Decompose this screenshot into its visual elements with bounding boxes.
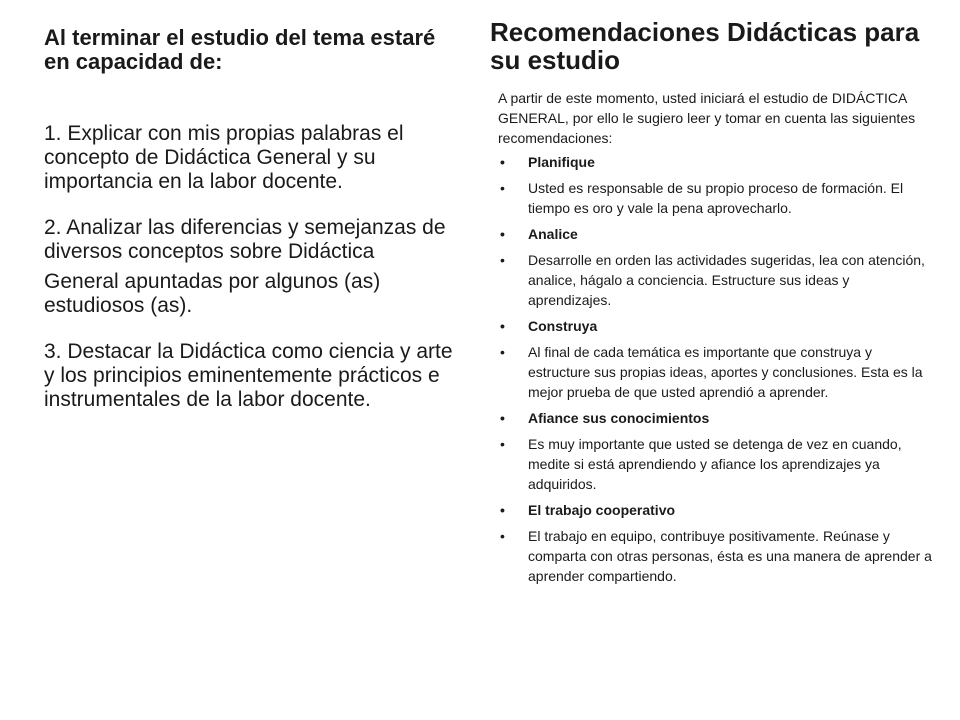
bullet-icon: • bbox=[500, 154, 505, 170]
list-item-text: Es muy importante que usted se detenga de vez en cuando, medite si está aprendiendo y afiance los aprendizajes ya adquiridos. bbox=[528, 436, 902, 492]
list-item bbox=[490, 250, 936, 310]
list-item-text: Construya bbox=[528, 318, 598, 334]
bullet-icon: • bbox=[500, 180, 505, 196]
objectives-column bbox=[44, 26, 464, 434]
list-item bbox=[490, 526, 936, 586]
objective-2-continuation: General apuntadas por algunos (as) estudiosos (as). bbox=[44, 270, 381, 317]
list-item-text: El trabajo cooperativo bbox=[528, 502, 676, 518]
recommendations-list bbox=[490, 152, 936, 586]
list-item-text: Planifique bbox=[528, 154, 595, 170]
list-item bbox=[490, 178, 936, 218]
bullet-icon: • bbox=[500, 226, 505, 242]
list-item-text: El trabajo en equipo, contribuye positivamente. Reúnase y comparta con otras personas, ésta es una manera de aprender a aprender compartiendo. bbox=[528, 528, 932, 584]
list-item-text: Al final de cada temática es importante que construya y estructure sus propias ideas, aportes y conclusiones. Esta es la mejor prueba de que usted aprendió a aprender. bbox=[528, 344, 923, 400]
list-item bbox=[490, 434, 936, 494]
recommendations-intro: A partir de este momento, usted iniciará el estudio de DIDÁCTICA GENERAL, por ello le sugiero leer y tomar en cuenta las siguientes recomendaciones: bbox=[498, 90, 916, 146]
list-item bbox=[490, 408, 936, 428]
bullet-icon: • bbox=[500, 528, 505, 544]
recommendations-column bbox=[490, 18, 936, 592]
list-item-text: Desarrolle en orden las actividades sugeridas, lea con atención, analice, hágalo a conciencia. Estructure sus ideas y aprendizajes. bbox=[528, 252, 925, 308]
objective-1: 1. Explicar con mis propias palabras el concepto de Didáctica General y su importancia en la labor docente. bbox=[44, 122, 404, 193]
list-item bbox=[490, 500, 936, 520]
objective-2: 2. Analizar las diferencias y semejanzas de diversos conceptos sobre Didáctica bbox=[44, 216, 446, 263]
recommendations-heading: Recomendaciones Didácticas para su estudio bbox=[490, 17, 920, 75]
list-item-text: Analice bbox=[528, 226, 578, 242]
list-item bbox=[490, 224, 936, 244]
list-item bbox=[490, 342, 936, 402]
bullet-icon: • bbox=[500, 502, 505, 518]
objective-3: 3. Destacar la Didáctica como ciencia y arte y los principios eminentemente prácticos e instrumentales de la labor docente. bbox=[44, 340, 453, 411]
bullet-icon: • bbox=[500, 410, 505, 426]
bullet-icon: • bbox=[500, 436, 505, 452]
list-item bbox=[490, 316, 936, 336]
bullet-icon: • bbox=[500, 344, 505, 360]
list-item bbox=[490, 152, 936, 172]
objectives-heading: Al terminar el estudio del tema estaré en capacidad de: bbox=[44, 25, 436, 74]
bullet-icon: • bbox=[500, 318, 505, 334]
bullet-icon: • bbox=[500, 252, 505, 268]
list-item-text: Afiance sus conocimientos bbox=[528, 410, 710, 426]
list-item-text: Usted es responsable de su propio proceso de formación. El tiempo es oro y vale la pena aprovecharlo. bbox=[528, 180, 904, 216]
